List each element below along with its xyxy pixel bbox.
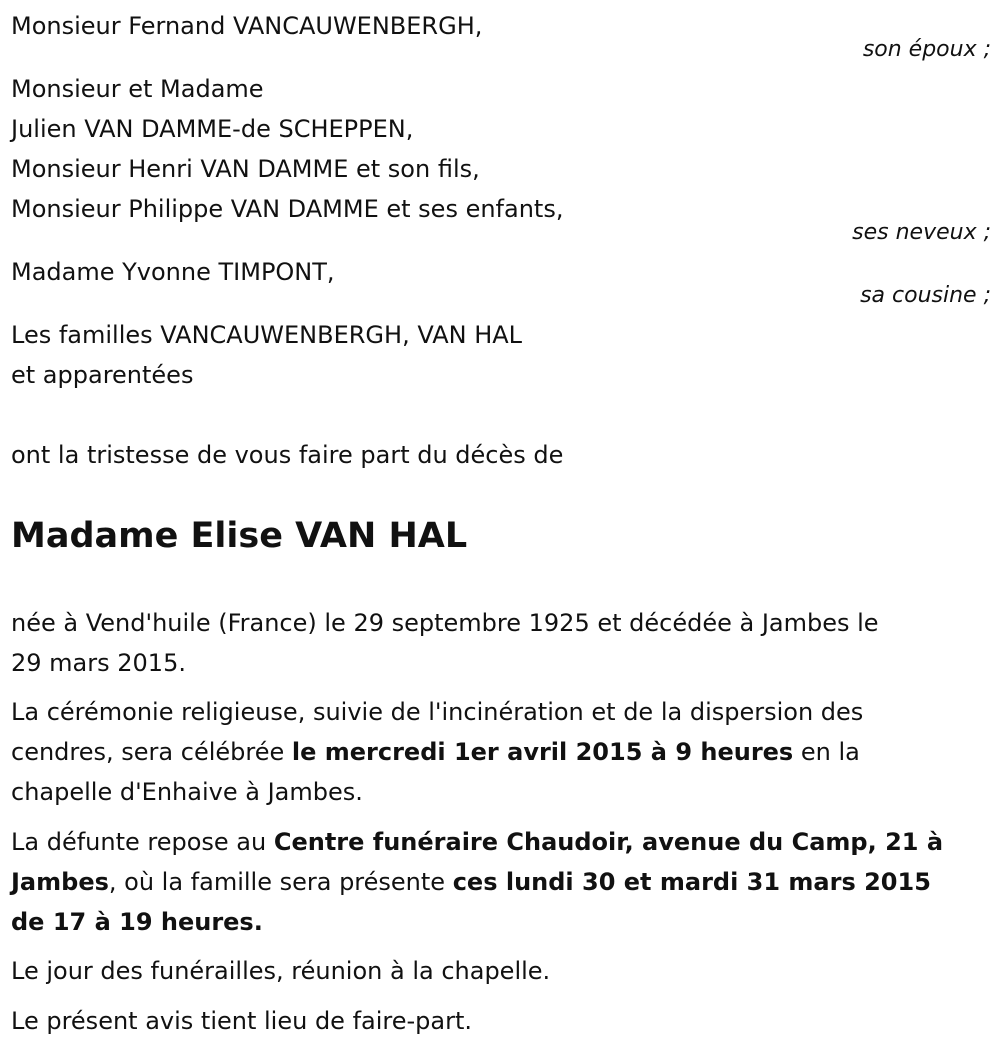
visitation-text-middle: , où la famille sera présente xyxy=(108,868,453,896)
reunion-text: Le jour des funérailles, réunion à la chapelle. xyxy=(11,957,551,985)
cousin-role: sa cousine ; xyxy=(860,283,991,308)
birth-death-line-2: 29 mars 2015. xyxy=(11,649,186,677)
birth-death-line-1: née à Vend'huile (France) le 29 septembre 1925 et décédée à Jambes le xyxy=(11,609,879,637)
families-line-1: Les familles VANCAUWENBERGH, VAN HAL xyxy=(11,321,523,349)
obituary-notice xyxy=(11,0,991,1055)
visitation-dates: ces lundi 30 et mardi 31 mars 2015 xyxy=(452,868,931,896)
ceremony-date: le mercredi 1er avril 2015 à 9 heures xyxy=(291,738,794,766)
nephews-line-3: Monsieur Henri VAN DAMME et son fils, xyxy=(11,155,480,183)
ceremony-line-2 xyxy=(11,732,860,772)
ceremony-line-1: La cérémonie religieuse, suivie de l'incinération et de la dispersion des xyxy=(11,698,864,726)
funeral-center-city: Jambes xyxy=(11,868,109,896)
ceremony-line-3: chapelle d'Enhaive à Jambes. xyxy=(11,778,363,806)
nephews-line-4: Monsieur Philippe VAN DAMME et ses enfants, xyxy=(11,195,564,223)
ceremony-text-suffix: en la xyxy=(793,738,860,766)
ceremony-text-prefix: cendres, sera célébrée xyxy=(11,738,292,766)
visitation-text-prefix: La défunte repose au xyxy=(11,828,274,856)
visitation-line-1 xyxy=(11,822,943,862)
families-line-2: et apparentées xyxy=(11,361,194,389)
visitation-hours: de 17 à 19 heures. xyxy=(11,908,263,936)
visitation-line-3 xyxy=(11,902,263,942)
spouse-role: son époux ; xyxy=(862,37,991,62)
spouse-name: Monsieur Fernand VANCAUWENBERGH, xyxy=(11,12,483,40)
cousin-name: Madame Yvonne TIMPONT, xyxy=(11,258,335,286)
nephews-role: ses neveux ; xyxy=(852,220,991,245)
nephews-line-1: Monsieur et Madame xyxy=(11,75,264,103)
funeral-center-address: Centre funéraire Chaudoir, avenue du Camp, 21 à xyxy=(273,828,944,856)
nephews-line-2: Julien VAN DAMME-de SCHEPPEN, xyxy=(11,115,414,143)
visitation-line-2 xyxy=(11,862,931,902)
closing-text: Le présent avis tient lieu de faire-part. xyxy=(11,1007,473,1035)
deceased-name: Madame Elise VAN HAL xyxy=(11,516,468,556)
announcement-text: ont la tristesse de vous faire part du décès de xyxy=(11,441,564,469)
